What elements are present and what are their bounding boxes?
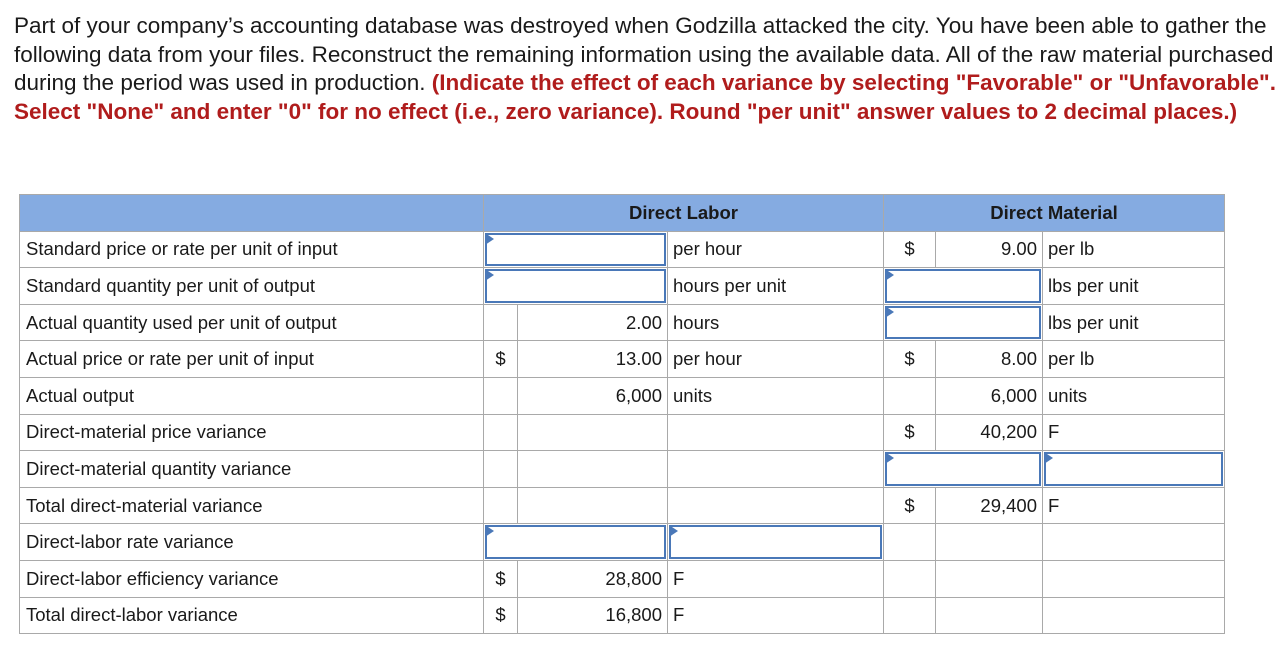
dl-value: 16,800 — [518, 597, 668, 634]
dm-quantity-variance-effect-select[interactable] — [1043, 451, 1225, 488]
dm-value: 9.00 — [936, 231, 1043, 268]
dm-currency — [884, 597, 936, 634]
dm-quantity-variance-input[interactable] — [884, 451, 1043, 488]
dm-currency: $ — [884, 231, 936, 268]
dropdown-marker-icon — [885, 269, 894, 281]
dm-standard-quantity-input[interactable] — [884, 268, 1043, 305]
dm-value — [936, 524, 1043, 561]
row-label: Standard quantity per unit of output — [20, 268, 484, 305]
table-row — [20, 341, 1225, 378]
row-label: Direct-labor efficiency variance — [20, 560, 484, 597]
row-label: Direct-labor rate variance — [20, 524, 484, 561]
dl-unit — [668, 487, 884, 524]
dl-rate-variance-input[interactable] — [484, 524, 668, 561]
table-row — [20, 377, 1225, 414]
header-direct-labor: Direct Labor — [484, 195, 884, 232]
dm-value: 8.00 — [936, 341, 1043, 378]
dl-value: 13.00 — [518, 341, 668, 378]
row-label: Total direct-material variance — [20, 487, 484, 524]
row-label: Actual output — [20, 377, 484, 414]
dm-unit: F — [1043, 487, 1225, 524]
dl-currency — [484, 451, 518, 488]
header-row — [20, 195, 1225, 232]
instruction-text: (Indicate the effect of each variance by selecting "Favorable" or "Unfavorable". Select "None" and enter "0" for no effect (i.e., zero variance). Round "per unit" answer values to 2 decimal places.) — [14, 70, 1276, 124]
table-row — [20, 597, 1225, 634]
dm-unit: units — [1043, 377, 1225, 414]
dm-currency — [884, 560, 936, 597]
table-row — [20, 414, 1225, 451]
dl-value — [518, 487, 668, 524]
variance-table — [19, 194, 1225, 634]
header-blank — [20, 195, 484, 232]
dropdown-marker-icon — [485, 269, 494, 281]
row-label: Direct-material price variance — [20, 414, 484, 451]
table-row — [20, 268, 1225, 305]
dm-actual-quantity-input[interactable] — [884, 304, 1043, 341]
table-row — [20, 304, 1225, 341]
table-row — [20, 487, 1225, 524]
dropdown-marker-icon — [885, 452, 894, 464]
dl-rate-variance-effect-select[interactable] — [668, 524, 884, 561]
dropdown-marker-icon — [669, 525, 678, 537]
dm-value: 6,000 — [936, 377, 1043, 414]
row-label: Actual price or rate per unit of input — [20, 341, 484, 378]
dm-currency — [884, 377, 936, 414]
row-label: Direct-material quantity variance — [20, 451, 484, 488]
table-row — [20, 524, 1225, 561]
dl-standard-quantity-input[interactable] — [484, 268, 668, 305]
dm-unit — [1043, 560, 1225, 597]
dl-unit — [668, 414, 884, 451]
dl-currency — [484, 487, 518, 524]
table-row — [20, 231, 1225, 268]
row-label: Actual quantity used per unit of output — [20, 304, 484, 341]
dl-unit: hours — [668, 304, 884, 341]
dm-value: 29,400 — [936, 487, 1043, 524]
header-direct-material: Direct Material — [884, 195, 1225, 232]
dm-value — [936, 597, 1043, 634]
table-row — [20, 451, 1225, 488]
dl-currency — [484, 414, 518, 451]
dropdown-marker-icon — [1044, 452, 1053, 464]
dl-unit: hours per unit — [668, 268, 884, 305]
dl-currency — [484, 377, 518, 414]
dl-currency: $ — [484, 597, 518, 634]
dl-standard-rate-input[interactable] — [484, 231, 668, 268]
row-label: Standard price or rate per unit of input — [20, 231, 484, 268]
dm-value: 40,200 — [936, 414, 1043, 451]
dm-unit: per lb — [1043, 341, 1225, 378]
dl-value — [518, 414, 668, 451]
dm-currency: $ — [884, 414, 936, 451]
dm-currency: $ — [884, 487, 936, 524]
dm-unit — [1043, 524, 1225, 561]
dl-unit: units — [668, 377, 884, 414]
dm-currency: $ — [884, 341, 936, 378]
dl-unit: per hour — [668, 231, 884, 268]
dropdown-marker-icon — [485, 233, 494, 245]
problem-statement — [14, 12, 1276, 126]
dm-unit — [1043, 597, 1225, 634]
dl-unit — [668, 451, 884, 488]
dm-currency — [884, 524, 936, 561]
dm-unit: lbs per unit — [1043, 268, 1225, 305]
dl-currency — [484, 304, 518, 341]
problem-text: Part of your company’s accounting database was destroyed when Godzilla attacked the city. You have been able to gather the following data from your files. Reconstruct the remaining information using the available data. All of the raw material purchased during the period was used in production. — [14, 13, 1274, 95]
dm-unit: F — [1043, 414, 1225, 451]
dm-unit: lbs per unit — [1043, 304, 1225, 341]
dl-unit: F — [668, 560, 884, 597]
dm-value — [936, 560, 1043, 597]
dl-currency: $ — [484, 341, 518, 378]
dl-value: 28,800 — [518, 560, 668, 597]
table-row — [20, 560, 1225, 597]
dl-value — [518, 451, 668, 488]
dl-value: 6,000 — [518, 377, 668, 414]
dropdown-marker-icon — [885, 306, 894, 318]
dropdown-marker-icon — [485, 525, 494, 537]
dl-unit: F — [668, 597, 884, 634]
dl-value: 2.00 — [518, 304, 668, 341]
dl-unit: per hour — [668, 341, 884, 378]
row-label: Total direct-labor variance — [20, 597, 484, 634]
dm-unit: per lb — [1043, 231, 1225, 268]
dl-currency: $ — [484, 560, 518, 597]
